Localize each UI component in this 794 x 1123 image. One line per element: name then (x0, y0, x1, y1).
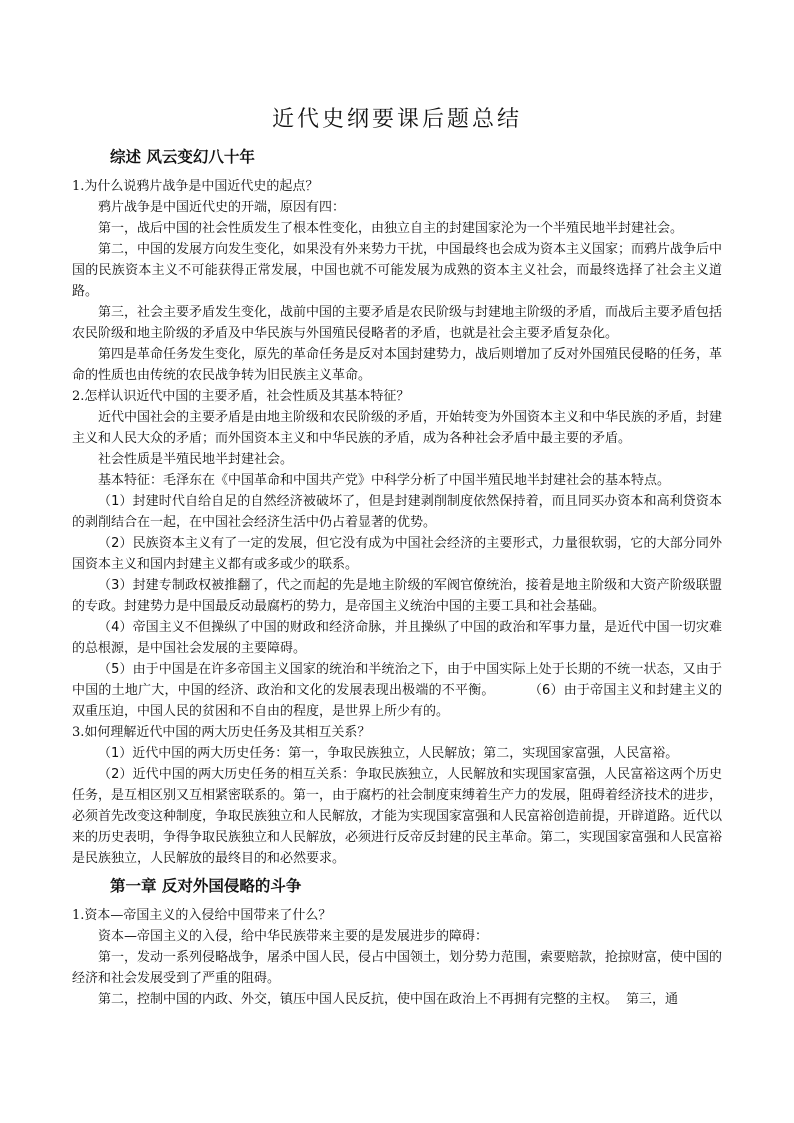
paragraph (72, 989, 722, 1010)
paragraph-part: 第二，控制中国的内政、外交，镇压中国人民反抗，使中国在政治上不再拥有完整的主权。 (98, 992, 619, 1007)
paragraph: （4）帝国主义不但操纵了中国的财政和经济命脉，并且操纵了中国的政治和军事力量，是近代中国一切灾难的总根源，是中国社会发展的主要障碍。 (72, 620, 722, 656)
paragraph (72, 659, 722, 722)
paragraph-part: （5）由于中国是在许多帝国主义国家的统治和半统治之下，由于中国实际上处于长期的不统一状态，又由于中国的土地广大，中国的经济、政治和文化的发展表现出极端的不平衡。 (72, 662, 722, 698)
paragraph: 鸦片战争是中国近代史的开端，原因有四： (98, 200, 346, 215)
paragraph: 近代中国社会的主要矛盾是由地主阶级和农民阶级的矛盾，开始转变为外国资本主义和中华民族的矛盾，封建主义和人民大众的矛盾；而外国资本主义和中华民族的矛盾，成为各种社会矛盾中最主要的矛盾。 (72, 410, 723, 446)
section-heading: 综述 风云变幻八十年 (110, 148, 255, 166)
document-title: 近代史纲要课后题总结 (271, 107, 522, 132)
paragraph-part: （6）由于帝国主义和封建主义的双重压迫，中国人民的贫困和不自由的程度，是世界上所少有的。 (72, 683, 722, 719)
paragraph: 第四是革命任务发生变化，原先的革命任务是反对本国封建势力，战后则增加了反对外国殖民侵略的任务，革命的性质也由传统的农民战争转为旧民族主义革命。 (72, 347, 723, 383)
paragraph: 第三，社会主要矛盾发生变化，战前中国的主要矛盾是农民阶级与封建地主阶级的矛盾，而战后主要矛盾包括农民阶级和地主阶级的矛盾及中华民族与外国殖民侵略者的矛盾，也就是社会主要矛盾复杂化。 (72, 305, 723, 341)
section-heading: 第一章 反对外国侵略的斗争 (110, 877, 302, 895)
paragraph: （1）封建时代自给自足的自然经济被破坏了，但是封建剥削制度依然保持着，而且同买办资本和高利贷资本的剥削结合在一起，在中国社会经济生活中仍占着显著的优势。 (72, 494, 722, 530)
paragraph: 社会性质是半殖民地半封建社会。 (98, 452, 294, 467)
paragraph: 第一，发动一系列侵略战争，屠杀中国人民，侵占中国领土，划分势力范围，索要赔款，抢掠财富，使中国的经济和社会发展受到了严重的阻碍。 (72, 950, 723, 986)
question-heading: 1.资本—帝国主义的入侵给中国带来了什么？ (72, 908, 332, 923)
paragraph: 基本特征：毛泽东在《中国革命和中国共产党》中科学分析了中国半殖民地半封建社会的基本特点。 (98, 473, 671, 488)
question-heading: 2.怎样认识近代中国的主要矛盾，社会性质及其基本特征？ (72, 389, 410, 404)
question-heading: 1.为什么说鸦片战争是中国近代史的起点？ (72, 179, 319, 194)
paragraph: （2）民族资本主义有了一定的发展，但它没有成为中国社会经济的主要形式，力量很软弱，它的大部分同外国资本主义和国内封建主义都有或多或少的联系。 (72, 536, 722, 572)
paragraph: 第一，战后中国的社会性质发生了根本性变化，由独立自主的封建国家沦为一个半殖民地半封建社会。 (98, 221, 684, 236)
paragraph: 第二，中国的发展方向发生变化，如果没有外来势力干扰，中国最终也会成为资本主义国家；而鸦片战争后中国的民族资本主义不可能获得正常发展，中国也就不可能发展为成熟的资本主义社会，而最终选择了社会主义道路。 (72, 242, 723, 299)
paragraph: （3）封建专制政权被推翻了，代之而起的先是地主阶级的军阀官僚统治，接着是地主阶级和大资产阶级联盟的专政。封建势力是中国最反动最腐朽的势力，是帝国主义统治中国的主要工具和社会基础。 (72, 578, 722, 614)
question-heading: 3.如何理解近代中国的两大历史任务及其相互关系？ (72, 725, 371, 740)
paragraph: 资本—帝国主义的入侵，给中华民族带来主要的是发展进步的障碍： (98, 929, 489, 944)
paragraph-part: 第三，通 (626, 992, 679, 1007)
paragraph: （2）近代中国的两大历史任务的相互关系：争取民族独立，人民解放和实现国家富强，人民富裕这两个历史任务，是互相区别又互相紧密联系的。第一，由于腐朽的社会制度束缚着生产力的发展，阻碍着经济技术的进步，必须首先改变这种制度，争取民族独立和人民解放，才能为实现国家富强和人民富裕创造前提，开辟道路。近代以来的历史表明，争得争取民族独立和人民解放，必须进行反帝反封建的民主革命。第二，实现国家富强和人民富裕是民族独立，人民解放的最终目的和必然要求。 (72, 767, 723, 866)
document-page (72, 100, 722, 1010)
paragraph: （1）近代中国的两大历史任务：第一，争取民族独立，人民解放；第二，实现国家富强，人民富裕。 (98, 746, 679, 761)
